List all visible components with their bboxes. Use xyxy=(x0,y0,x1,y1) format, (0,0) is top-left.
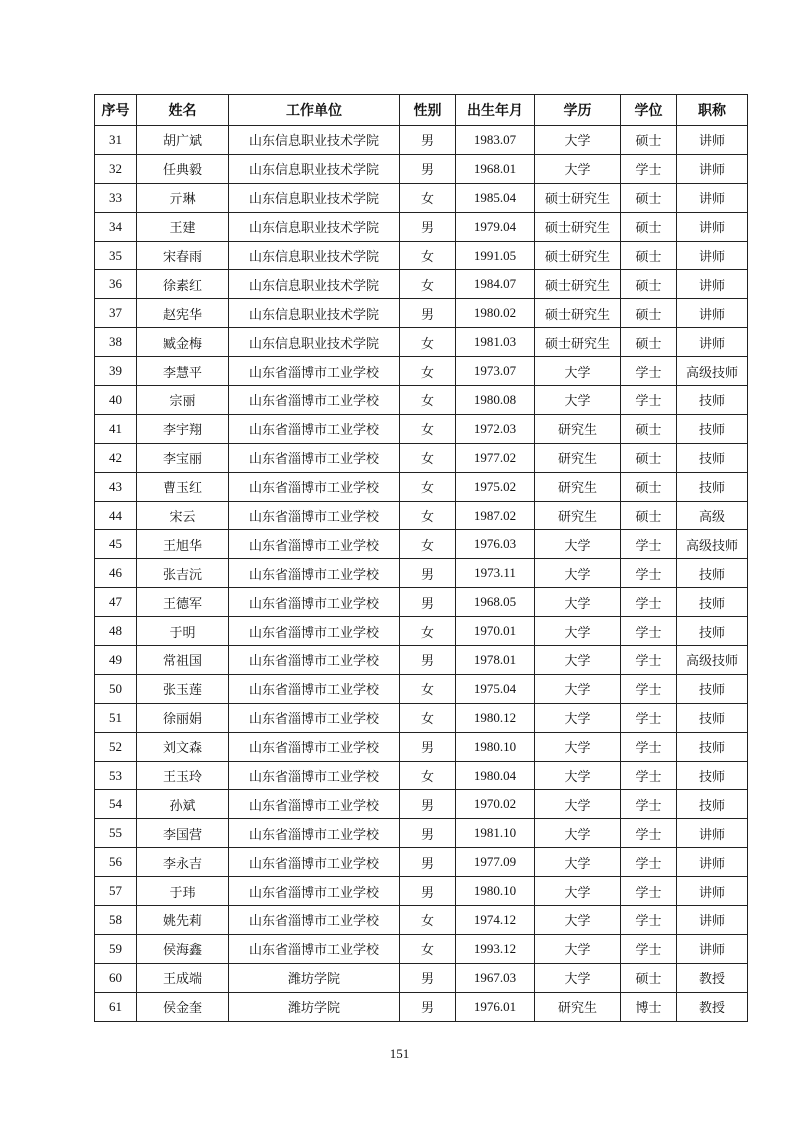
cell-gender: 男 xyxy=(400,559,456,588)
cell-title: 讲师 xyxy=(677,270,748,299)
cell-education: 硕士研究生 xyxy=(535,299,621,328)
cell-title: 讲师 xyxy=(677,906,748,935)
cell-title: 讲师 xyxy=(677,934,748,963)
cell-education: 大学 xyxy=(535,646,621,675)
cell-name: 刘文森 xyxy=(137,732,229,761)
cell-gender: 女 xyxy=(400,906,456,935)
table-row xyxy=(95,963,748,992)
cell-gender: 女 xyxy=(400,386,456,415)
cell-name: 李国营 xyxy=(137,819,229,848)
cell-employer: 山东省淄博市工业学校 xyxy=(229,646,400,675)
cell-education: 大学 xyxy=(535,386,621,415)
cell-degree: 博士 xyxy=(621,992,677,1021)
cell-birth: 1972.03 xyxy=(456,414,535,443)
table-row xyxy=(95,588,748,617)
cell-employer: 潍坊学院 xyxy=(229,963,400,992)
cell-birth: 1980.10 xyxy=(456,732,535,761)
column-header-gender: 性别 xyxy=(400,95,456,126)
cell-employer: 山东省淄博市工业学校 xyxy=(229,443,400,472)
cell-index: 60 xyxy=(95,963,137,992)
cell-birth: 1983.07 xyxy=(456,126,535,155)
cell-gender: 男 xyxy=(400,790,456,819)
cell-title: 技师 xyxy=(677,414,748,443)
cell-name: 王德军 xyxy=(137,588,229,617)
cell-degree: 学士 xyxy=(621,906,677,935)
cell-education: 硕士研究生 xyxy=(535,270,621,299)
cell-employer: 山东省淄博市工业学校 xyxy=(229,674,400,703)
cell-title: 讲师 xyxy=(677,212,748,241)
cell-degree: 学士 xyxy=(621,761,677,790)
cell-education: 大学 xyxy=(535,906,621,935)
cell-index: 56 xyxy=(95,848,137,877)
cell-employer: 潍坊学院 xyxy=(229,992,400,1021)
cell-gender: 女 xyxy=(400,414,456,443)
table-row xyxy=(95,646,748,675)
cell-degree: 硕士 xyxy=(621,472,677,501)
table-row xyxy=(95,241,748,270)
cell-gender: 男 xyxy=(400,126,456,155)
cell-birth: 1968.05 xyxy=(456,588,535,617)
cell-degree: 学士 xyxy=(621,877,677,906)
cell-degree: 学士 xyxy=(621,819,677,848)
cell-index: 42 xyxy=(95,443,137,472)
cell-education: 大学 xyxy=(535,559,621,588)
cell-title: 技师 xyxy=(677,588,748,617)
table-row xyxy=(95,414,748,443)
cell-employer: 山东省淄博市工业学校 xyxy=(229,790,400,819)
cell-name: 亓琳 xyxy=(137,183,229,212)
cell-employer: 山东信息职业技术学院 xyxy=(229,126,400,155)
cell-degree: 硕士 xyxy=(621,270,677,299)
table-row xyxy=(95,270,748,299)
cell-gender: 女 xyxy=(400,934,456,963)
cell-gender: 女 xyxy=(400,674,456,703)
cell-degree: 硕士 xyxy=(621,501,677,530)
cell-degree: 学士 xyxy=(621,732,677,761)
cell-employer: 山东信息职业技术学院 xyxy=(229,299,400,328)
table-row xyxy=(95,501,748,530)
cell-index: 46 xyxy=(95,559,137,588)
cell-birth: 1976.01 xyxy=(456,992,535,1021)
cell-name: 赵宪华 xyxy=(137,299,229,328)
cell-index: 31 xyxy=(95,126,137,155)
table-row xyxy=(95,328,748,357)
table-row xyxy=(95,906,748,935)
cell-birth: 1979.04 xyxy=(456,212,535,241)
cell-gender: 女 xyxy=(400,617,456,646)
cell-index: 53 xyxy=(95,761,137,790)
cell-degree: 硕士 xyxy=(621,963,677,992)
cell-birth: 1970.02 xyxy=(456,790,535,819)
table-row xyxy=(95,386,748,415)
cell-name: 宗丽 xyxy=(137,386,229,415)
cell-title: 讲师 xyxy=(677,819,748,848)
cell-education: 大学 xyxy=(535,732,621,761)
cell-education: 研究生 xyxy=(535,992,621,1021)
table-row xyxy=(95,877,748,906)
cell-index: 40 xyxy=(95,386,137,415)
cell-index: 39 xyxy=(95,357,137,386)
cell-index: 50 xyxy=(95,674,137,703)
table-header-row xyxy=(95,95,748,126)
cell-title: 技师 xyxy=(677,732,748,761)
cell-birth: 1977.09 xyxy=(456,848,535,877)
cell-birth: 1967.03 xyxy=(456,963,535,992)
cell-employer: 山东信息职业技术学院 xyxy=(229,154,400,183)
cell-gender: 男 xyxy=(400,212,456,241)
cell-title: 讲师 xyxy=(677,154,748,183)
cell-employer: 山东信息职业技术学院 xyxy=(229,328,400,357)
cell-birth: 1974.12 xyxy=(456,906,535,935)
cell-gender: 男 xyxy=(400,732,456,761)
table-row xyxy=(95,126,748,155)
cell-index: 44 xyxy=(95,501,137,530)
cell-education: 研究生 xyxy=(535,414,621,443)
cell-title: 讲师 xyxy=(677,328,748,357)
table-row xyxy=(95,732,748,761)
cell-education: 大学 xyxy=(535,877,621,906)
cell-name: 孙斌 xyxy=(137,790,229,819)
table-row xyxy=(95,559,748,588)
cell-birth: 1980.04 xyxy=(456,761,535,790)
cell-birth: 1980.12 xyxy=(456,703,535,732)
cell-title: 技师 xyxy=(677,617,748,646)
cell-employer: 山东省淄博市工业学校 xyxy=(229,472,400,501)
table-row xyxy=(95,819,748,848)
cell-employer: 山东省淄博市工业学校 xyxy=(229,761,400,790)
cell-education: 大学 xyxy=(535,761,621,790)
cell-education: 大学 xyxy=(535,126,621,155)
cell-employer: 山东省淄博市工业学校 xyxy=(229,732,400,761)
cell-degree: 学士 xyxy=(621,703,677,732)
cell-title: 讲师 xyxy=(677,126,748,155)
roster-table xyxy=(94,94,748,1022)
cell-title: 技师 xyxy=(677,674,748,703)
cell-name: 李慧平 xyxy=(137,357,229,386)
cell-degree: 学士 xyxy=(621,646,677,675)
cell-gender: 女 xyxy=(400,501,456,530)
cell-title: 技师 xyxy=(677,790,748,819)
cell-name: 宋云 xyxy=(137,501,229,530)
cell-name: 张玉莲 xyxy=(137,674,229,703)
cell-title: 技师 xyxy=(677,386,748,415)
cell-degree: 学士 xyxy=(621,154,677,183)
cell-name: 臧金梅 xyxy=(137,328,229,357)
cell-index: 41 xyxy=(95,414,137,443)
cell-degree: 硕士 xyxy=(621,212,677,241)
cell-birth: 1981.10 xyxy=(456,819,535,848)
cell-index: 51 xyxy=(95,703,137,732)
cell-employer: 山东省淄博市工业学校 xyxy=(229,559,400,588)
cell-education: 大学 xyxy=(535,617,621,646)
cell-degree: 学士 xyxy=(621,674,677,703)
cell-birth: 1968.01 xyxy=(456,154,535,183)
cell-gender: 女 xyxy=(400,357,456,386)
cell-name: 李宇翔 xyxy=(137,414,229,443)
column-header-title: 职称 xyxy=(677,95,748,126)
table-row xyxy=(95,530,748,559)
page-number: 151 xyxy=(389,1046,410,1061)
cell-title: 技师 xyxy=(677,761,748,790)
column-header-employer: 工作单位 xyxy=(229,95,400,126)
cell-employer: 山东省淄博市工业学校 xyxy=(229,414,400,443)
cell-title: 技师 xyxy=(677,703,748,732)
cell-index: 52 xyxy=(95,732,137,761)
cell-degree: 硕士 xyxy=(621,414,677,443)
cell-name: 胡广斌 xyxy=(137,126,229,155)
table-row xyxy=(95,992,748,1021)
cell-index: 61 xyxy=(95,992,137,1021)
cell-title: 技师 xyxy=(677,472,748,501)
cell-employer: 山东省淄博市工业学校 xyxy=(229,501,400,530)
column-header-degree: 学位 xyxy=(621,95,677,126)
cell-education: 大学 xyxy=(535,934,621,963)
cell-employer: 山东省淄博市工业学校 xyxy=(229,588,400,617)
cell-education: 硕士研究生 xyxy=(535,328,621,357)
cell-index: 34 xyxy=(95,212,137,241)
cell-employer: 山东省淄博市工业学校 xyxy=(229,877,400,906)
cell-title: 技师 xyxy=(677,559,748,588)
cell-title: 高级技师 xyxy=(677,357,748,386)
cell-title: 技师 xyxy=(677,443,748,472)
cell-name: 常祖国 xyxy=(137,646,229,675)
cell-name: 侯金奎 xyxy=(137,992,229,1021)
table-row xyxy=(95,183,748,212)
cell-title: 教授 xyxy=(677,992,748,1021)
cell-gender: 男 xyxy=(400,299,456,328)
cell-gender: 男 xyxy=(400,992,456,1021)
cell-birth: 1978.01 xyxy=(456,646,535,675)
cell-employer: 山东省淄博市工业学校 xyxy=(229,906,400,935)
cell-employer: 山东省淄博市工业学校 xyxy=(229,703,400,732)
cell-index: 38 xyxy=(95,328,137,357)
cell-name: 曹玉红 xyxy=(137,472,229,501)
cell-index: 36 xyxy=(95,270,137,299)
cell-index: 58 xyxy=(95,906,137,935)
cell-gender: 女 xyxy=(400,328,456,357)
cell-title: 讲师 xyxy=(677,241,748,270)
cell-degree: 学士 xyxy=(621,934,677,963)
cell-title: 教授 xyxy=(677,963,748,992)
cell-name: 任典毅 xyxy=(137,154,229,183)
table-row xyxy=(95,154,748,183)
cell-name: 王旭华 xyxy=(137,530,229,559)
cell-gender: 女 xyxy=(400,443,456,472)
cell-gender: 女 xyxy=(400,761,456,790)
cell-education: 大学 xyxy=(535,588,621,617)
cell-gender: 女 xyxy=(400,472,456,501)
cell-index: 57 xyxy=(95,877,137,906)
cell-title: 讲师 xyxy=(677,848,748,877)
cell-gender: 女 xyxy=(400,530,456,559)
cell-gender: 男 xyxy=(400,848,456,877)
table-row xyxy=(95,790,748,819)
cell-birth: 1975.04 xyxy=(456,674,535,703)
cell-index: 32 xyxy=(95,154,137,183)
cell-birth: 1975.02 xyxy=(456,472,535,501)
cell-education: 大学 xyxy=(535,674,621,703)
cell-education: 大学 xyxy=(535,819,621,848)
cell-degree: 硕士 xyxy=(621,328,677,357)
column-header-name: 姓名 xyxy=(137,95,229,126)
cell-education: 硕士研究生 xyxy=(535,212,621,241)
cell-birth: 1980.02 xyxy=(456,299,535,328)
cell-index: 37 xyxy=(95,299,137,328)
cell-name: 徐丽娟 xyxy=(137,703,229,732)
table-row xyxy=(95,299,748,328)
cell-title: 高级 xyxy=(677,501,748,530)
table-row xyxy=(95,761,748,790)
cell-index: 43 xyxy=(95,472,137,501)
cell-employer: 山东信息职业技术学院 xyxy=(229,270,400,299)
cell-name: 张吉沅 xyxy=(137,559,229,588)
cell-education: 研究生 xyxy=(535,443,621,472)
cell-education: 大学 xyxy=(535,357,621,386)
cell-gender: 男 xyxy=(400,154,456,183)
cell-gender: 女 xyxy=(400,241,456,270)
cell-birth: 1980.10 xyxy=(456,877,535,906)
cell-name: 于玮 xyxy=(137,877,229,906)
cell-title: 讲师 xyxy=(677,299,748,328)
cell-name: 王建 xyxy=(137,212,229,241)
cell-birth: 1973.07 xyxy=(456,357,535,386)
table-row xyxy=(95,212,748,241)
cell-degree: 学士 xyxy=(621,848,677,877)
cell-index: 55 xyxy=(95,819,137,848)
cell-title: 高级技师 xyxy=(677,530,748,559)
cell-education: 研究生 xyxy=(535,472,621,501)
cell-employer: 山东信息职业技术学院 xyxy=(229,241,400,270)
cell-gender: 男 xyxy=(400,646,456,675)
cell-title: 高级技师 xyxy=(677,646,748,675)
cell-birth: 1976.03 xyxy=(456,530,535,559)
cell-birth: 1970.01 xyxy=(456,617,535,646)
cell-birth: 1987.02 xyxy=(456,501,535,530)
cell-education: 硕士研究生 xyxy=(535,183,621,212)
cell-gender: 男 xyxy=(400,963,456,992)
cell-index: 54 xyxy=(95,790,137,819)
cell-degree: 硕士 xyxy=(621,183,677,212)
cell-birth: 1981.03 xyxy=(456,328,535,357)
cell-degree: 学士 xyxy=(621,559,677,588)
cell-birth: 1991.05 xyxy=(456,241,535,270)
cell-education: 大学 xyxy=(535,703,621,732)
cell-degree: 学士 xyxy=(621,617,677,646)
table-row xyxy=(95,357,748,386)
cell-degree: 硕士 xyxy=(621,299,677,328)
cell-birth: 1993.12 xyxy=(456,934,535,963)
cell-gender: 女 xyxy=(400,183,456,212)
cell-name: 王成端 xyxy=(137,963,229,992)
cell-birth: 1985.04 xyxy=(456,183,535,212)
cell-birth: 1984.07 xyxy=(456,270,535,299)
cell-gender: 女 xyxy=(400,270,456,299)
cell-index: 35 xyxy=(95,241,137,270)
cell-employer: 山东省淄博市工业学校 xyxy=(229,617,400,646)
column-header-index: 序号 xyxy=(95,95,137,126)
table-row xyxy=(95,934,748,963)
cell-degree: 硕士 xyxy=(621,126,677,155)
cell-degree: 硕士 xyxy=(621,241,677,270)
cell-degree: 学士 xyxy=(621,530,677,559)
cell-employer: 山东省淄博市工业学校 xyxy=(229,386,400,415)
cell-education: 硕士研究生 xyxy=(535,241,621,270)
table-row xyxy=(95,848,748,877)
table-row xyxy=(95,703,748,732)
cell-employer: 山东信息职业技术学院 xyxy=(229,183,400,212)
cell-name: 姚先莉 xyxy=(137,906,229,935)
cell-employer: 山东信息职业技术学院 xyxy=(229,212,400,241)
cell-employer: 山东省淄博市工业学校 xyxy=(229,848,400,877)
table-row xyxy=(95,443,748,472)
cell-gender: 男 xyxy=(400,877,456,906)
table-row xyxy=(95,617,748,646)
table-row xyxy=(95,472,748,501)
cell-employer: 山东省淄博市工业学校 xyxy=(229,530,400,559)
cell-index: 33 xyxy=(95,183,137,212)
cell-index: 59 xyxy=(95,934,137,963)
cell-name: 于明 xyxy=(137,617,229,646)
cell-name: 侯海鑫 xyxy=(137,934,229,963)
cell-degree: 学士 xyxy=(621,588,677,617)
cell-gender: 男 xyxy=(400,819,456,848)
cell-title: 讲师 xyxy=(677,183,748,212)
cell-birth: 1977.02 xyxy=(456,443,535,472)
cell-education: 大学 xyxy=(535,530,621,559)
cell-index: 45 xyxy=(95,530,137,559)
cell-name: 宋春雨 xyxy=(137,241,229,270)
cell-employer: 山东省淄博市工业学校 xyxy=(229,357,400,386)
cell-employer: 山东省淄博市工业学校 xyxy=(229,934,400,963)
column-header-birth: 出生年月 xyxy=(456,95,535,126)
cell-education: 大学 xyxy=(535,790,621,819)
cell-education: 大学 xyxy=(535,963,621,992)
cell-degree: 学士 xyxy=(621,357,677,386)
cell-degree: 学士 xyxy=(621,386,677,415)
cell-degree: 硕士 xyxy=(621,443,677,472)
cell-name: 李宝丽 xyxy=(137,443,229,472)
cell-education: 大学 xyxy=(535,154,621,183)
cell-education: 大学 xyxy=(535,848,621,877)
cell-index: 48 xyxy=(95,617,137,646)
cell-name: 徐素红 xyxy=(137,270,229,299)
cell-birth: 1973.11 xyxy=(456,559,535,588)
cell-birth: 1980.08 xyxy=(456,386,535,415)
cell-name: 李永吉 xyxy=(137,848,229,877)
cell-title: 讲师 xyxy=(677,877,748,906)
cell-index: 47 xyxy=(95,588,137,617)
cell-education: 研究生 xyxy=(535,501,621,530)
cell-degree: 学士 xyxy=(621,790,677,819)
table-row xyxy=(95,674,748,703)
column-header-education: 学历 xyxy=(535,95,621,126)
cell-gender: 女 xyxy=(400,703,456,732)
cell-gender: 男 xyxy=(400,588,456,617)
cell-employer: 山东省淄博市工业学校 xyxy=(229,819,400,848)
cell-name: 王玉玲 xyxy=(137,761,229,790)
cell-index: 49 xyxy=(95,646,137,675)
